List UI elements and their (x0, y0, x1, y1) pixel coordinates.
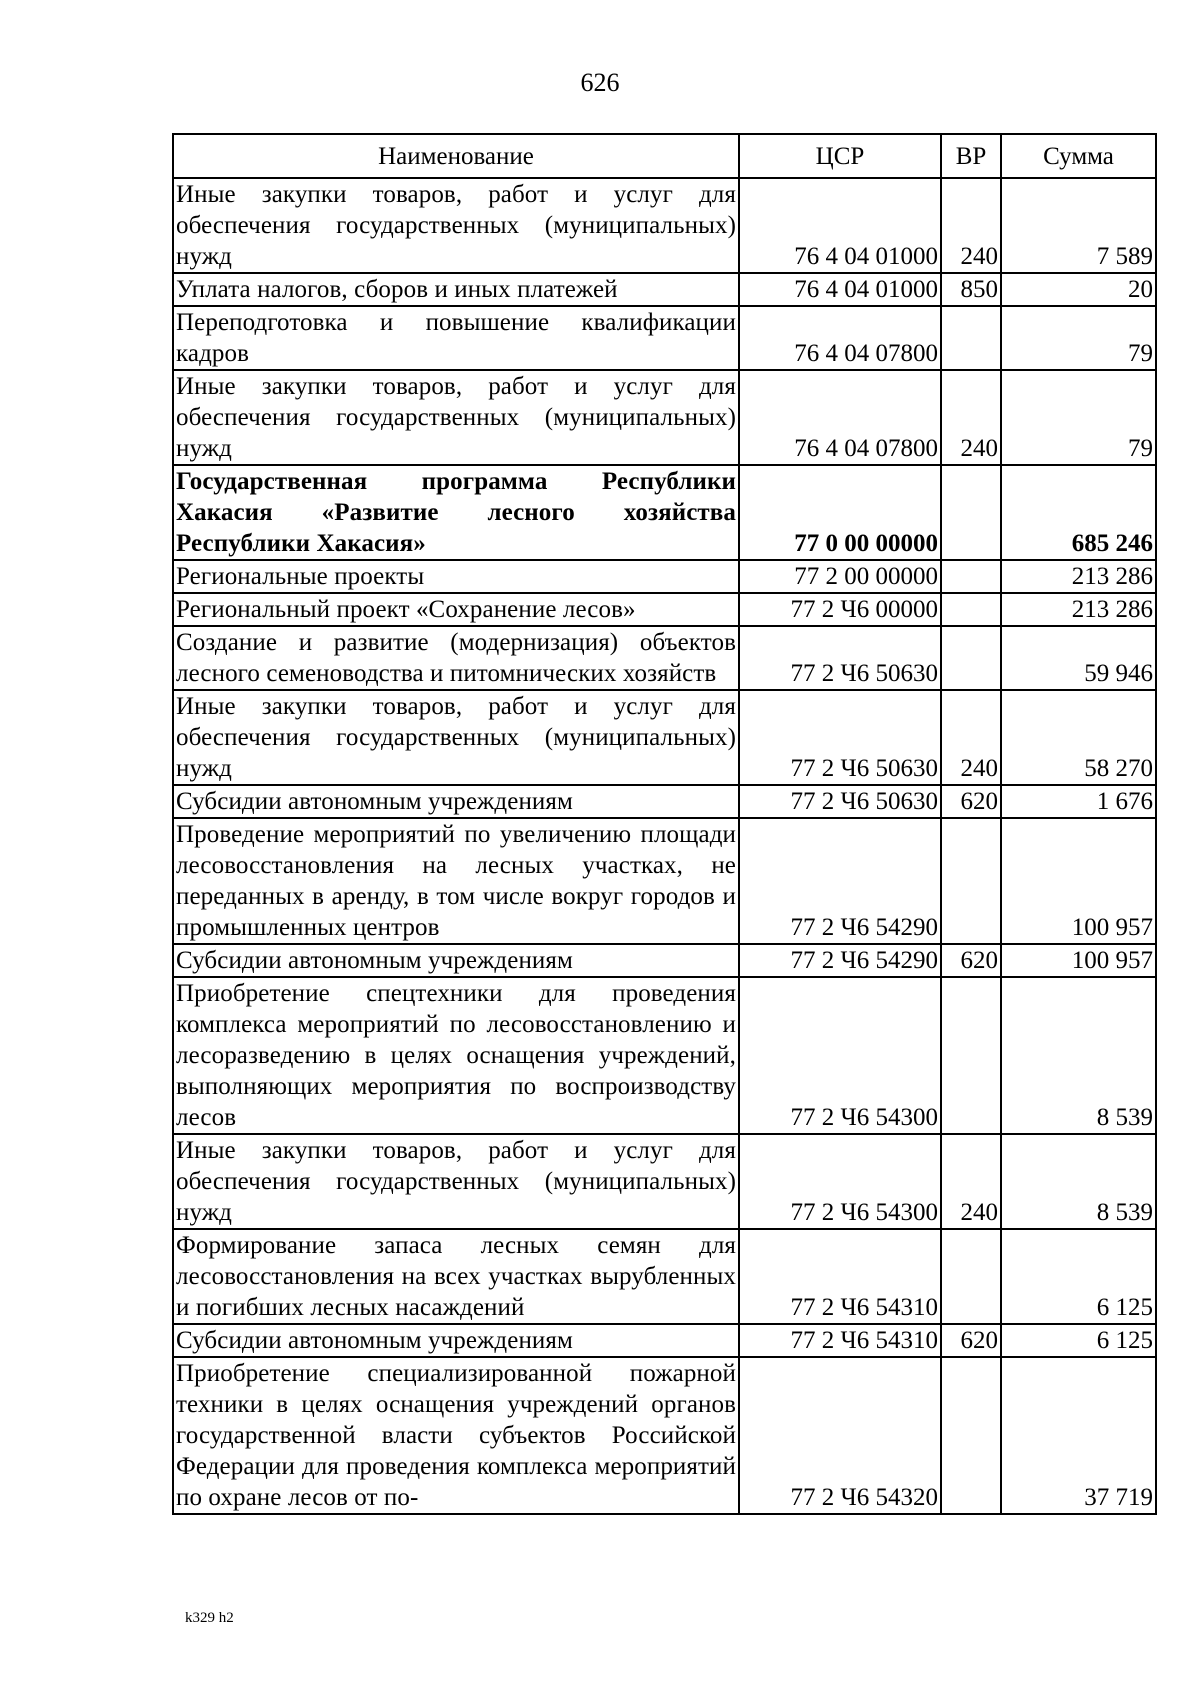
row-sum-cell: 79 (1001, 370, 1156, 465)
row-csr-cell: 77 2 Ч6 54310 (739, 1324, 941, 1357)
table-row (173, 273, 1156, 306)
row-sum-cell: 1 676 (1001, 785, 1156, 818)
row-name-cell: Иные закупки товаров, работ и услуг для обеспечения государственных (муниципальных) нужд (173, 690, 739, 785)
row-csr-cell: 77 2 Ч6 50630 (739, 626, 941, 690)
table-row (173, 626, 1156, 690)
table-row (173, 977, 1156, 1134)
row-vr-cell: 620 (941, 944, 1001, 977)
table-row (173, 178, 1156, 273)
row-name-cell: Субсидии автономным учреждениям (173, 785, 739, 818)
row-vr-cell (941, 818, 1001, 944)
row-name-cell: Иные закупки товаров, работ и услуг для обеспечения государственных (муниципальных) нужд (173, 178, 739, 273)
row-csr-cell: 77 2 Ч6 54300 (739, 1134, 941, 1229)
row-csr-cell: 76 4 04 01000 (739, 178, 941, 273)
table-row (173, 1229, 1156, 1324)
row-name-cell: Формирование запаса лесных семян для лесовосстановления на всех участках вырубленных и погибших лесных насаждений (173, 1229, 739, 1324)
row-name-cell: Иные закупки товаров, работ и услуг для обеспечения государственных (муниципальных) нужд (173, 1134, 739, 1229)
row-vr-cell (941, 977, 1001, 1134)
row-name-cell: Создание и развитие (модернизация) объектов лесного семеноводства и питомнических хозяйств (173, 626, 739, 690)
row-name-cell: Субсидии автономным учреждениям (173, 1324, 739, 1357)
row-vr-cell (941, 1229, 1001, 1324)
table-row (173, 593, 1156, 626)
table-row (173, 370, 1156, 465)
row-vr-cell (941, 306, 1001, 370)
row-sum-cell: 213 286 (1001, 560, 1156, 593)
row-name-cell: Приобретение специализированной пожарной техники в целях оснащения учреждений органов государственной власти субъектов Российской Федерации для проведения комплекса мероприятий по охране лесов от по- (173, 1357, 739, 1514)
row-csr-cell: 77 2 00 00000 (739, 560, 941, 593)
row-vr-cell (941, 465, 1001, 560)
row-vr-cell (941, 593, 1001, 626)
row-vr-cell (941, 626, 1001, 690)
row-csr-cell: 77 2 Ч6 50630 (739, 785, 941, 818)
row-sum-cell: 79 (1001, 306, 1156, 370)
table-body (173, 178, 1156, 1514)
row-csr-cell: 77 2 Ч6 54290 (739, 818, 941, 944)
table-row (173, 944, 1156, 977)
row-vr-cell: 620 (941, 1324, 1001, 1357)
row-sum-cell: 100 957 (1001, 944, 1156, 977)
row-csr-cell: 77 2 Ч6 54310 (739, 1229, 941, 1324)
row-sum-cell: 6 125 (1001, 1324, 1156, 1357)
row-sum-cell: 20 (1001, 273, 1156, 306)
row-name-cell: Субсидии автономным учреждениям (173, 944, 739, 977)
row-sum-cell: 213 286 (1001, 593, 1156, 626)
footer-code: k329 h2 (185, 1610, 234, 1626)
table-row (173, 1134, 1156, 1229)
budget-table (172, 133, 1157, 1515)
row-sum-cell: 59 946 (1001, 626, 1156, 690)
row-sum-cell: 8 539 (1001, 1134, 1156, 1229)
page-number: 626 (580, 68, 620, 97)
row-vr-cell (941, 1357, 1001, 1514)
row-vr-cell: 850 (941, 273, 1001, 306)
table-header-row (173, 134, 1156, 178)
table-row (173, 306, 1156, 370)
row-sum-cell: 58 270 (1001, 690, 1156, 785)
table-row (173, 818, 1156, 944)
row-vr-cell: 240 (941, 1134, 1001, 1229)
row-name-cell: Проведение мероприятий по увеличению площади лесовосстановления на лесных участках, не переданных в аренду, в том числе вокруг городов и промышленных центров (173, 818, 739, 944)
row-csr-cell: 77 2 Ч6 00000 (739, 593, 941, 626)
table-row (173, 785, 1156, 818)
row-name-cell: Региональные проекты (173, 560, 739, 593)
row-csr-cell: 76 4 04 01000 (739, 273, 941, 306)
row-name-cell: Уплата налогов, сборов и иных платежей (173, 273, 739, 306)
row-sum-cell: 685 246 (1001, 465, 1156, 560)
header-name: Наименование (173, 134, 739, 178)
row-csr-cell: 77 0 00 00000 (739, 465, 941, 560)
row-csr-cell: 77 2 Ч6 54300 (739, 977, 941, 1134)
header-sum: Сумма (1001, 134, 1156, 178)
row-name-cell: Приобретение спецтехники для проведения комплекса мероприятий по лесовосстановлению и лесоразведению в целях оснащения учреждений, выполняющих мероприятия по воспроизводству лесов (173, 977, 739, 1134)
row-sum-cell: 7 589 (1001, 178, 1156, 273)
row-vr-cell: 620 (941, 785, 1001, 818)
row-sum-cell: 37 719 (1001, 1357, 1156, 1514)
table-row (173, 560, 1156, 593)
row-csr-cell: 77 2 Ч6 50630 (739, 690, 941, 785)
table-row (173, 465, 1156, 560)
row-sum-cell: 6 125 (1001, 1229, 1156, 1324)
row-csr-cell: 76 4 04 07800 (739, 370, 941, 465)
row-csr-cell: 76 4 04 07800 (739, 306, 941, 370)
row-sum-cell: 8 539 (1001, 977, 1156, 1134)
row-name-cell: Региональный проект «Сохранение лесов» (173, 593, 739, 626)
row-csr-cell: 77 2 Ч6 54290 (739, 944, 941, 977)
table-row (173, 1357, 1156, 1514)
row-vr-cell: 240 (941, 178, 1001, 273)
table-row (173, 1324, 1156, 1357)
row-name-cell: Государственная программа Республики Хакасия «Развитие лесного хозяйства Республики Хакасия» (173, 465, 739, 560)
row-sum-cell: 100 957 (1001, 818, 1156, 944)
row-name-cell: Переподготовка и повышение квалификации кадров (173, 306, 739, 370)
row-vr-cell: 240 (941, 370, 1001, 465)
row-vr-cell (941, 560, 1001, 593)
header-vr: ВР (941, 134, 1001, 178)
row-name-cell: Иные закупки товаров, работ и услуг для обеспечения государственных (муниципальных) нужд (173, 370, 739, 465)
row-csr-cell: 77 2 Ч6 54320 (739, 1357, 941, 1514)
table-row (173, 690, 1156, 785)
header-csr: ЦСР (739, 134, 941, 178)
row-vr-cell: 240 (941, 690, 1001, 785)
